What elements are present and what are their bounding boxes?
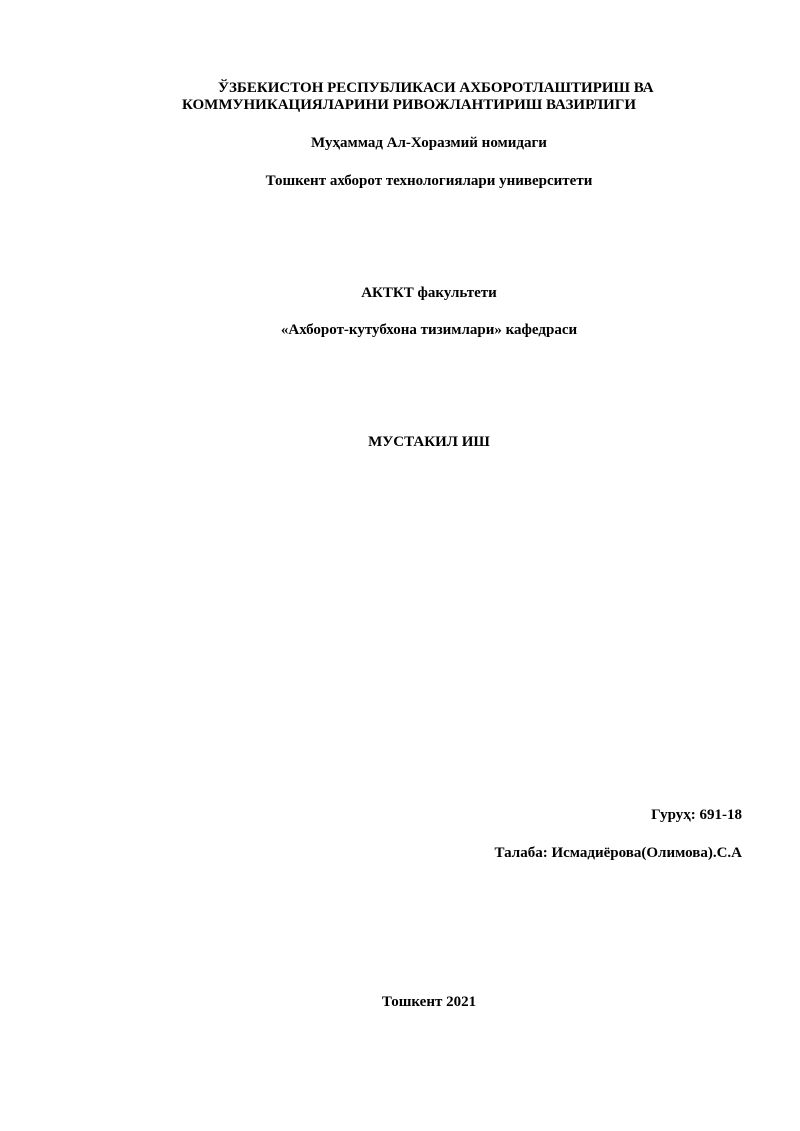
university-name-line-2: Тошкент ахборот технологиялари университети [265, 173, 593, 189]
student-name: Талаба: Исмадиёрова(Олимова).С.А [494, 845, 742, 861]
group-number: Гуруҳ: 691-18 [651, 807, 742, 823]
city-year: Тошкент 2021 [381, 994, 477, 1010]
department-name: «Ахборот-кутубхона тизимлари» кафедраси [280, 322, 578, 338]
work-title: МУСТАКИЛ ИШ [368, 434, 490, 450]
faculty-name: АКТКТ факультети [361, 285, 497, 301]
ministry-title-line-1: ЎЗБЕКИСТОН РЕСПУБЛИКАСИ АХБОРОТЛАШТИРИШ ВА [218, 80, 654, 96]
university-name-line-1: Муҳаммад Ал-Хоразмий номидаги [311, 135, 547, 151]
ministry-title-line-2: КОММУНИКАЦИЯЛАРИНИ РИВОЖЛАНТИРИШ ВАЗИРЛИГИ [182, 97, 637, 113]
